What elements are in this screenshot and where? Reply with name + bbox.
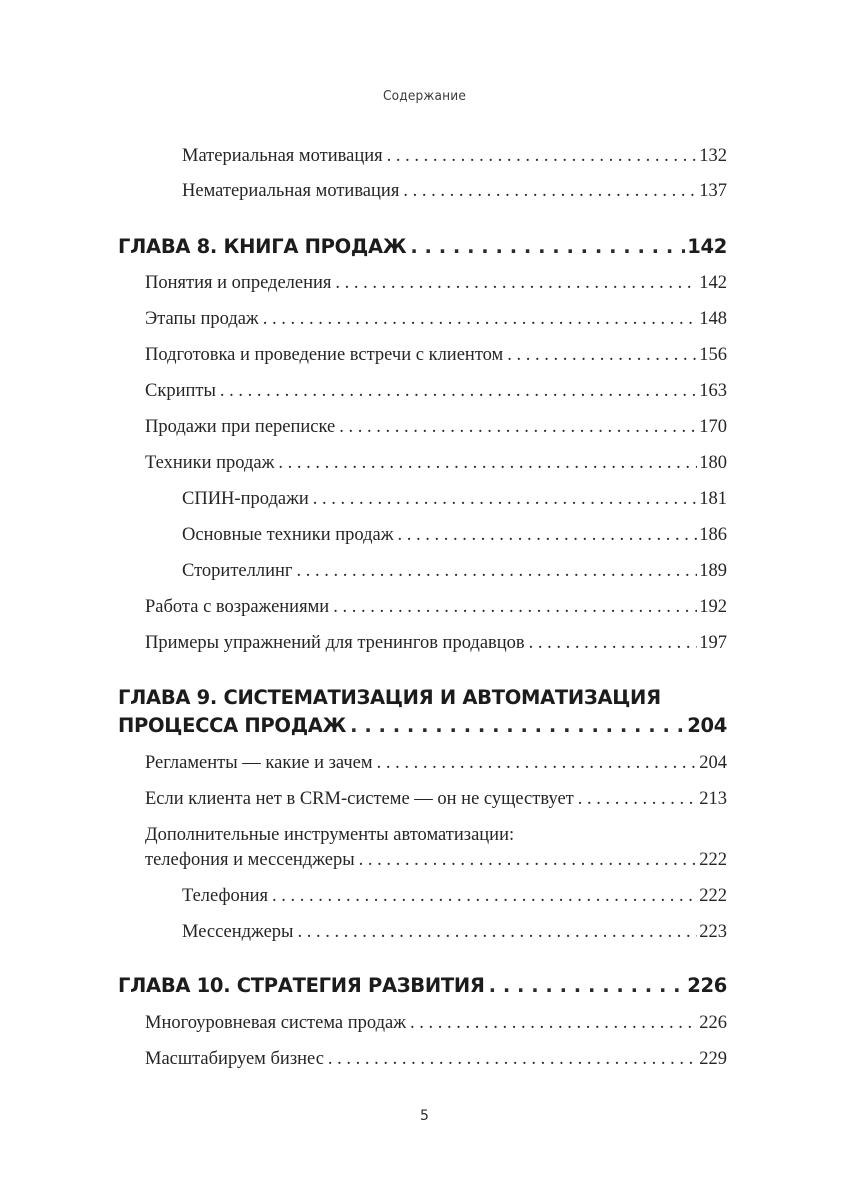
toc-entry-page: 163 xyxy=(699,381,727,401)
toc-entry-title: Основные техники продаж xyxy=(182,525,394,545)
toc-entry-page: 213 xyxy=(699,789,727,809)
toc-entry-title: Подготовка и проведение встречи с клиентом xyxy=(145,345,504,365)
toc-entry-title: Материальная мотивация xyxy=(182,146,383,166)
toc-entry-page: 197 xyxy=(699,633,727,653)
leader-dots xyxy=(350,714,685,737)
toc-chapter-9[interactable] xyxy=(118,714,727,737)
leader-dots xyxy=(272,886,697,907)
chapter-page: 142 xyxy=(687,235,727,258)
toc-entry-title: Этапы продаж xyxy=(145,309,259,329)
toc-entry-title: СПИН-продажи xyxy=(182,489,309,509)
toc-entry-page: 181 xyxy=(699,489,727,509)
chapter-page: 204 xyxy=(687,714,727,737)
chapter-page: 226 xyxy=(687,974,727,997)
toc-subentry[interactable] xyxy=(182,489,727,510)
toc-entry-title: Мессенджеры xyxy=(182,922,294,942)
toc-subentry[interactable] xyxy=(182,525,727,546)
leader-dots xyxy=(403,181,697,202)
chapter-title: ГЛАВА 10. СТРАТЕГИЯ РАЗВИТИЯ xyxy=(118,974,485,997)
toc-entry-title: Регламенты — какие и зачем xyxy=(145,753,373,773)
leader-dots xyxy=(297,922,697,943)
toc-entry-title: Техники продаж xyxy=(145,453,275,473)
toc-entry-material-motivation[interactable] xyxy=(182,146,727,167)
toc-entry-title: Сторителлинг xyxy=(182,561,293,581)
toc-subentry[interactable] xyxy=(182,922,727,943)
chapter-title: ПРОЦЕССА ПРОДАЖ xyxy=(118,714,347,737)
leader-dots xyxy=(339,417,697,438)
leader-dots xyxy=(297,561,698,582)
toc-entry-title: Многоуровневая система продаж xyxy=(145,1013,407,1033)
toc-entry[interactable] xyxy=(145,417,727,438)
leader-dots xyxy=(377,753,698,774)
toc-entry[interactable] xyxy=(145,309,727,330)
toc-entry-page: 137 xyxy=(699,181,727,201)
leader-dots xyxy=(359,850,698,871)
toc-entry[interactable] xyxy=(145,1013,727,1034)
toc-entry-title: телефония и мессенджеры xyxy=(145,850,355,870)
leader-dots xyxy=(220,381,697,402)
leader-dots xyxy=(507,345,697,366)
toc-entry-title: Если клиента нет в CRM-системе — он не существует xyxy=(145,789,574,809)
leader-dots xyxy=(333,597,697,618)
toc-entry-page: 222 xyxy=(699,886,727,906)
leader-dots xyxy=(578,789,697,810)
toc-entry-title-line1[interactable]: Дополнительные инструменты автоматизации: xyxy=(145,825,515,845)
toc-entry-page: 189 xyxy=(699,561,727,581)
toc-chapter-8[interactable] xyxy=(118,235,727,258)
toc-entry-page: 229 xyxy=(699,1049,727,1069)
toc-entry[interactable] xyxy=(145,850,727,871)
leader-dots xyxy=(410,1013,697,1034)
toc-entry-page: 223 xyxy=(699,922,727,942)
toc-subentry[interactable] xyxy=(182,886,727,907)
toc-entry-title: Телефония xyxy=(182,886,269,906)
toc-entry-page: 170 xyxy=(699,417,727,437)
toc-entry-title: Продажи при переписке xyxy=(145,417,336,437)
toc-entry-page: 132 xyxy=(699,146,727,166)
leader-dots xyxy=(313,489,697,510)
toc-entry[interactable] xyxy=(145,597,727,618)
leader-dots xyxy=(278,453,697,474)
chapter-9-title-line1[interactable]: ГЛАВА 9. СИСТЕМАТИЗАЦИЯ И АВТОМАТИЗАЦИЯ xyxy=(118,686,661,709)
toc-entry-page: 156 xyxy=(699,345,727,365)
toc-entry[interactable] xyxy=(145,753,727,774)
toc-entry[interactable] xyxy=(145,345,727,366)
toc-entry-page: 222 xyxy=(699,850,727,870)
toc-entry-page: 148 xyxy=(699,309,727,329)
toc-entry[interactable] xyxy=(145,453,727,474)
toc-entry-page: 180 xyxy=(699,453,727,473)
leader-dots xyxy=(529,633,698,654)
toc-entry[interactable] xyxy=(145,1049,727,1070)
toc-entry-page: 192 xyxy=(699,597,727,617)
toc-entry-page: 204 xyxy=(699,753,727,773)
toc-entry[interactable] xyxy=(145,633,727,654)
toc-entry-title: Нематериальная мотивация xyxy=(182,181,400,201)
leader-dots xyxy=(263,309,698,330)
toc-entry-title: Понятия и определения xyxy=(145,273,332,293)
toc-entry-page: 142 xyxy=(699,273,727,293)
leader-dots xyxy=(328,1049,697,1070)
leader-dots xyxy=(489,974,686,997)
toc-entry-page: 226 xyxy=(699,1013,727,1033)
leader-dots xyxy=(410,235,685,258)
running-head: Содержание xyxy=(382,88,467,104)
leader-dots xyxy=(398,525,698,546)
toc-entry-nonmaterial-motivation[interactable] xyxy=(182,181,727,202)
toc-entry-title: Масштабируем бизнес xyxy=(145,1049,324,1069)
toc-entry[interactable] xyxy=(145,789,727,810)
leader-dots xyxy=(335,273,697,294)
toc-entry[interactable] xyxy=(145,381,727,402)
toc-entry-title: Работа с возражениями xyxy=(145,597,330,617)
toc-entry[interactable] xyxy=(145,273,727,294)
chapter-title: ГЛАВА 8. КНИГА ПРОДАЖ xyxy=(118,235,407,258)
toc-entry-page: 186 xyxy=(699,525,727,545)
toc-chapter-10[interactable] xyxy=(118,974,727,997)
toc-subentry[interactable] xyxy=(182,561,727,582)
leader-dots xyxy=(387,146,698,167)
page-number: 5 xyxy=(420,1108,429,1124)
toc-entry-title: Скрипты xyxy=(145,381,216,401)
toc-entry-title: Примеры упражнений для тренингов продавцов xyxy=(145,633,525,653)
